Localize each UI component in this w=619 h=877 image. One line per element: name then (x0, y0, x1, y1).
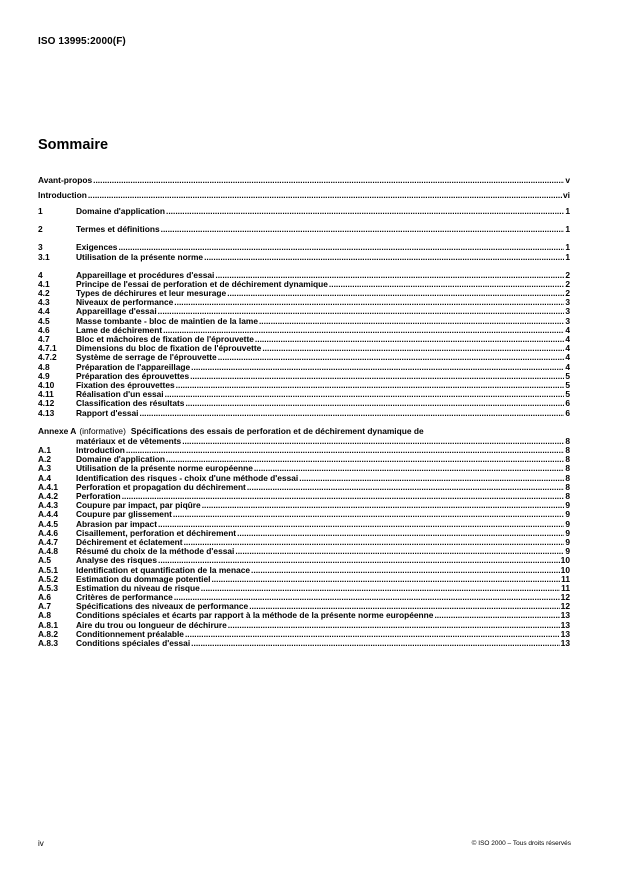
toc-entry-number: A.2 (38, 454, 52, 465)
toc-entry-number: A.4.3 (38, 500, 59, 511)
toc-entry-title: Termes et définitions (76, 224, 160, 235)
toc-entry[interactable] (38, 191, 570, 200)
toc-entry-number: A.4.5 (38, 518, 59, 529)
toc-entry-page: 9 (565, 509, 570, 520)
toc-entry-page: 9 (565, 536, 570, 547)
dot-leader (191, 639, 560, 648)
dot-leader (262, 344, 564, 353)
toc-entry-page: 1 (565, 251, 570, 262)
toc-entry-number: 4.11 (38, 389, 54, 400)
annex-label: Annexe A (38, 425, 77, 436)
toc-entry-page: 1 (565, 242, 570, 253)
toc-entry-page: 8 (565, 435, 570, 446)
toc-entry-title: Fixation des éprouvettes (76, 379, 175, 390)
dot-leader (251, 566, 560, 575)
toc-entry-number: 4.1 (38, 278, 50, 289)
toc-entry-title: Exigences (76, 242, 118, 253)
copyright-notice: © ISO 2000 – Tous droits réservés (471, 840, 571, 847)
toc-entry-page: 8 (565, 454, 570, 465)
dot-leader (190, 372, 564, 381)
dot-leader (184, 538, 565, 547)
dot-leader (237, 529, 564, 538)
toc-entry-page: 2 (565, 288, 570, 299)
toc-entry-number: 4.6 (38, 324, 50, 335)
toc-entry-number: 4.3 (38, 297, 50, 308)
toc-entry-page: 9 (565, 527, 570, 538)
toc-entry-title: Résumé du choix de la méthode d'essai (76, 546, 235, 557)
toc-entry[interactable] (38, 176, 570, 185)
toc-entry-title: Perforation (76, 491, 121, 502)
toc-entry-page: 3 (565, 297, 570, 308)
toc-entry[interactable] (38, 225, 570, 234)
toc-entry-number: A.4.4 (38, 509, 59, 520)
dot-leader (204, 253, 564, 262)
toc-entry-page: 8 (565, 472, 570, 483)
dot-leader (185, 630, 560, 639)
toc-entry-title: Appareillage et procédures d'essai (76, 269, 215, 280)
toc-entry-number: A.4 (38, 472, 52, 483)
toc-entry-title: Cisaillement, perforation et déchirement (76, 527, 237, 538)
document-id: ISO 13995:2000(F) (38, 36, 126, 47)
toc-entry-page: 10 (560, 564, 570, 575)
toc-entry-title: Niveaux de performance (76, 297, 174, 308)
toc-entry-number: 4.9 (38, 370, 50, 381)
toc-entry-number: 1 (38, 205, 43, 216)
annex-title-line1: Spécifications des essais de perforation et de déchirement dynamique de (130, 425, 424, 436)
toc-entry-page: 5 (565, 370, 570, 381)
toc-entry-title: Analyse des risques (76, 555, 157, 566)
toc-entry-page: 5 (565, 389, 570, 400)
dot-leader (227, 289, 564, 298)
toc-entry-title: Types de déchirures et leur mesurage (76, 288, 227, 299)
toc-entry-number: A.4.6 (38, 527, 59, 538)
toc-entry-title: Spécifications des niveaux de performance (76, 601, 249, 612)
toc-entry-number: 4.4 (38, 306, 50, 317)
dot-leader (191, 363, 564, 372)
toc-entry-page: 4 (565, 343, 570, 354)
dot-leader (299, 474, 564, 483)
dot-leader (93, 176, 564, 185)
toc-entry-page: 13 (560, 638, 570, 649)
toc-entry-number: A.4.2 (38, 491, 59, 502)
toc-entry-title: Principe de l'essai de perforation et de déchirement dynamique (76, 278, 328, 289)
toc-entry-title: Domaine d'application (76, 454, 166, 465)
dot-leader (166, 207, 564, 216)
page-title: Sommaire (38, 137, 109, 153)
dot-leader (259, 317, 564, 326)
toc-entry[interactable] (38, 207, 570, 216)
toc-entry-number: 4.7 (38, 334, 50, 345)
toc-entry-number: 4.8 (38, 361, 50, 372)
dot-leader (211, 575, 560, 584)
toc-entry-number: 4.10 (38, 379, 55, 390)
toc-entry-page: 12 (560, 601, 570, 612)
toc-entry-title: Estimation du niveau de risque (76, 582, 200, 593)
dot-leader (185, 399, 564, 408)
toc-annex-heading[interactable] (38, 427, 570, 436)
toc-entry-page: vi (563, 190, 570, 201)
dot-leader (228, 621, 560, 630)
toc-entry-page: 4 (565, 324, 570, 335)
toc-entry-title: Lame de déchirement (76, 324, 163, 335)
toc-entry-number: A.7 (38, 601, 52, 612)
toc-entry-number: A.8.2 (38, 628, 59, 639)
toc-entry-page: 10 (560, 555, 570, 566)
toc-entry-page: 3 (565, 315, 570, 326)
annex-title-line2: matériaux et de vêtements (76, 435, 182, 446)
toc-entry-number: A.4.7 (38, 536, 59, 547)
dot-leader (254, 464, 564, 473)
toc-entry-page: 6 (565, 407, 570, 418)
dot-leader (182, 437, 564, 446)
toc-entry-number: A.1 (38, 445, 52, 456)
toc-entry-number: A.5.1 (38, 564, 59, 575)
toc-entry-title: Aire du trou ou longueur de déchirure (76, 619, 227, 630)
toc-entry-page: 3 (565, 306, 570, 317)
toc-entry-page: 13 (560, 610, 570, 621)
toc-entry-page: 11 (561, 573, 570, 584)
toc-entry-title: Introduction (76, 445, 125, 456)
toc-entry[interactable] (38, 409, 570, 418)
toc-entry-page: 11 (561, 582, 570, 593)
dot-leader (218, 353, 565, 362)
toc-entry-number: A.8 (38, 610, 52, 621)
toc-entry-title: Réalisation d'un essai (76, 389, 164, 400)
dot-leader (247, 483, 564, 492)
dot-leader (202, 501, 565, 510)
dot-leader (140, 409, 565, 418)
toc-entry-number: 4.12 (38, 398, 55, 409)
toc-entry-page: 9 (565, 500, 570, 511)
toc-entry-number: A.8.3 (38, 638, 59, 649)
dot-leader (126, 446, 564, 455)
toc-entry-page: 2 (565, 278, 570, 289)
toc-entry-page: 9 (565, 518, 570, 529)
dot-leader (176, 381, 565, 390)
page-number: iv (38, 839, 44, 848)
toc-entry-title: Coupure par glissement (76, 509, 172, 520)
toc-entry-title: Abrasion par impact (76, 518, 157, 529)
toc-entry-number: A.4.8 (38, 546, 59, 557)
dot-leader (173, 510, 564, 519)
toc-entry-number: A.8.1 (38, 619, 59, 630)
toc-entry-page: 8 (565, 481, 570, 492)
toc-entry-title: Conditionnement préalable (76, 628, 184, 639)
dot-leader (255, 335, 564, 344)
toc-entry-title: Coupure par impact, par piqûre (76, 500, 201, 511)
dot-leader (434, 611, 559, 620)
toc-entry-number: A.3 (38, 463, 52, 474)
toc-entry-title: Utilisation de la présente norme européenne (76, 463, 253, 474)
toc-entry-title: Préparation des éprouvettes (76, 370, 190, 381)
toc-entry-title: Rapport d'essai (76, 407, 139, 418)
toc-entry-title: Identification des risques - choix d'une méthode d'essai (76, 472, 299, 483)
toc-entry-number: A.6 (38, 592, 52, 603)
toc-entry-page: 4 (565, 334, 570, 345)
toc-entry-number: 3 (38, 242, 43, 253)
toc-entry-title: Dimensions du bloc de fixation de l'éprouvette (76, 343, 262, 354)
toc-entry[interactable] (38, 253, 570, 262)
toc-entry-title: Introduction (38, 190, 87, 201)
toc-entry-page: 6 (565, 398, 570, 409)
toc-entry-title: Appareillage d'essai (76, 306, 157, 317)
toc-entry-number: 3.1 (38, 251, 50, 262)
toc-entry-title: Classification des résultats (76, 398, 185, 409)
toc-entry-page: 8 (565, 463, 570, 474)
toc-entry-number: 4.7.1 (38, 343, 57, 354)
toc-entry-page: 4 (565, 361, 570, 372)
toc-entry-title: Déchirement et éclatement (76, 536, 183, 547)
toc-entry-page: 12 (560, 592, 570, 603)
toc-entry-number: 2 (38, 224, 43, 235)
toc-entry-number: A.5.3 (38, 582, 59, 593)
toc-entry-page: 8 (565, 491, 570, 502)
toc-entry[interactable] (38, 639, 570, 648)
toc-entry-page: 5 (565, 379, 570, 390)
dot-leader (235, 547, 564, 556)
toc-entry-title: Conditions spéciales et écarts par rapport à la méthode de la présente norme européenne (76, 610, 434, 621)
dot-leader (161, 225, 565, 234)
toc-entry-title: Domaine d'application (76, 205, 166, 216)
toc-entry-number: 4.7.2 (38, 352, 57, 363)
toc-entry-number: A.5.2 (38, 573, 59, 584)
table-of-contents (38, 176, 570, 648)
toc-entry-title: Préparation de l'appareillage (76, 361, 191, 372)
toc-entry-page: 2 (565, 269, 570, 280)
toc-entry-title: Conditions spéciales d'essai (76, 638, 191, 649)
toc-entry-page: 13 (560, 628, 570, 639)
toc-entry-page: 8 (565, 445, 570, 456)
toc-entry-number: A.4.1 (38, 481, 59, 492)
toc-entry-number: 4 (38, 269, 43, 280)
toc-entry-page: 1 (565, 205, 570, 216)
dot-leader (329, 280, 564, 289)
toc-entry-page: 4 (565, 352, 570, 363)
toc-entry-title: Masse tombante - bloc de maintien de la lame (76, 315, 258, 326)
dot-leader (174, 298, 564, 307)
toc-entry-page: 13 (560, 619, 570, 630)
toc-entry-title: Utilisation de la présente norme (76, 251, 204, 262)
toc-entry-title: Estimation du dommage potentiel (76, 573, 211, 584)
toc-entry-page: 1 (565, 224, 570, 235)
dot-leader (201, 584, 560, 593)
toc-entry-title: Avant-propos (38, 174, 93, 185)
toc-entry-number: 4.5 (38, 315, 50, 326)
toc-entry-title: Perforation et propagation du déchirement (76, 481, 246, 492)
toc-entry-number: 4.2 (38, 288, 50, 299)
dot-leader (88, 191, 562, 200)
dot-leader (165, 390, 565, 399)
toc-entry-title: Bloc et mâchoires de fixation de l'éprouvette (76, 334, 254, 345)
toc-entry-page: v (565, 174, 570, 185)
toc-entry-number: A.5 (38, 555, 52, 566)
toc-entry-title: Identification et quantification de la menace (76, 564, 251, 575)
toc-entry-number: 4.13 (38, 407, 55, 418)
toc-entry-page: 9 (565, 546, 570, 557)
toc-entry-title: Critères de performance (76, 592, 173, 603)
toc-entry-title: Système de serrage de l'éprouvette (76, 352, 217, 363)
annex-informative-tag: (informative) (79, 425, 126, 436)
